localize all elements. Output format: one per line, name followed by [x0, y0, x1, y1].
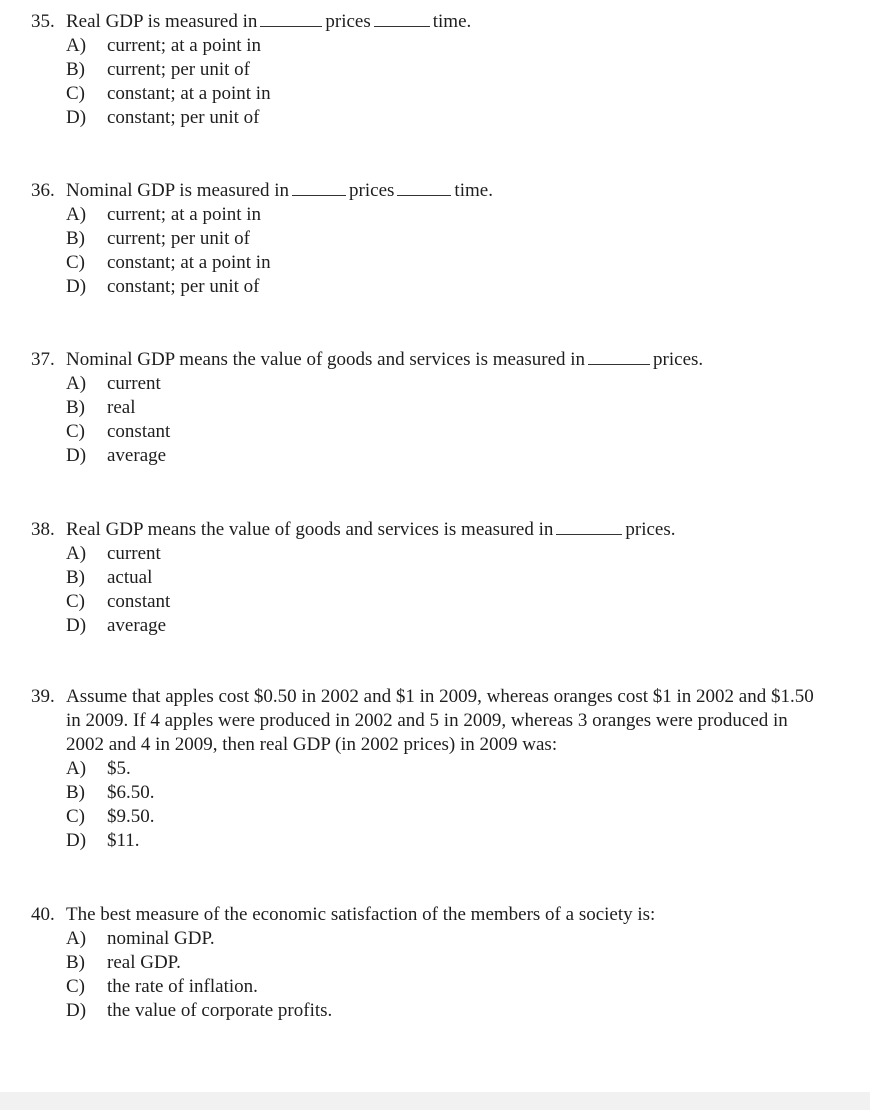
option-text: actual	[107, 567, 153, 588]
option-text: nominal GDP.	[107, 928, 215, 949]
stem-part: time.	[454, 180, 493, 201]
option-letter: D)	[66, 830, 87, 851]
option-text: average	[107, 615, 167, 636]
answer-blank	[292, 177, 346, 196]
option-a	[31, 542, 821, 566]
option-text: average	[107, 445, 167, 466]
question-stem	[31, 8, 821, 34]
option-letter: B)	[66, 397, 85, 418]
option-letter: C)	[66, 83, 85, 104]
option-text: constant; at a point in	[107, 83, 271, 104]
option-letter: B)	[66, 952, 85, 973]
answer-blank	[374, 8, 430, 27]
option-a	[31, 203, 821, 227]
question-35	[31, 8, 821, 130]
option-text: $6.50.	[107, 782, 155, 803]
options-list	[31, 34, 821, 130]
page-bottom-edge	[0, 1092, 870, 1110]
option-text: constant	[107, 421, 171, 442]
option-c	[31, 975, 821, 999]
question-stem	[31, 516, 821, 542]
answer-blank	[397, 177, 451, 196]
options-list	[31, 203, 821, 299]
option-text: constant; per unit of	[107, 107, 260, 128]
option-d	[31, 275, 821, 299]
option-text: current; per unit of	[107, 59, 250, 80]
option-b	[31, 566, 821, 590]
option-letter: C)	[66, 421, 85, 442]
stem-part: time.	[432, 11, 472, 32]
option-text: current	[107, 373, 161, 394]
option-letter: C)	[66, 806, 85, 827]
option-letter: A)	[66, 543, 87, 564]
question-number: 39.	[31, 686, 55, 707]
option-text: current	[107, 543, 161, 564]
option-letter: C)	[66, 252, 85, 273]
question-number: 36.	[31, 180, 55, 201]
option-a	[31, 927, 821, 951]
answer-blank	[260, 8, 322, 27]
option-letter: B)	[66, 567, 85, 588]
option-letter: B)	[66, 782, 85, 803]
option-letter: A)	[66, 373, 87, 394]
option-a	[31, 757, 821, 781]
option-text: current; per unit of	[107, 228, 250, 249]
option-letter: D)	[66, 445, 87, 466]
option-a	[31, 34, 821, 58]
option-letter: A)	[66, 35, 87, 56]
option-letter: B)	[66, 59, 85, 80]
question-number: 38.	[31, 519, 55, 540]
options-list	[31, 927, 821, 1023]
option-text: constant	[107, 591, 171, 612]
options-list	[31, 372, 821, 468]
option-letter: D)	[66, 1000, 87, 1021]
question-number: 40.	[31, 904, 55, 925]
option-letter: D)	[66, 107, 87, 128]
option-c	[31, 805, 821, 829]
stem-part: Real GDP means the value of goods and services is measured in	[66, 519, 554, 540]
option-b	[31, 58, 821, 82]
option-c	[31, 590, 821, 614]
question-text	[66, 177, 821, 203]
question-39	[31, 685, 821, 853]
question-stem	[31, 685, 821, 757]
option-c	[31, 420, 821, 444]
option-letter: B)	[66, 228, 85, 249]
option-text: constant; at a point in	[107, 252, 271, 273]
option-letter: C)	[66, 591, 85, 612]
question-38	[31, 516, 821, 638]
option-b	[31, 396, 821, 420]
question-text: The best measure of the economic satisfaction of the members of a society is:	[66, 904, 656, 925]
question-number: 37.	[31, 349, 55, 370]
options-list	[31, 542, 821, 638]
question-stem	[31, 346, 821, 372]
question-number: 35.	[31, 11, 55, 32]
question-stem	[31, 903, 821, 927]
option-letter: D)	[66, 615, 87, 636]
option-text: $5.	[107, 758, 131, 779]
question-text	[66, 516, 821, 542]
option-text: $9.50.	[107, 806, 155, 827]
stem-part: Nominal GDP means the value of goods and services is measured in	[66, 349, 586, 370]
option-text: constant; per unit of	[107, 276, 260, 297]
stem-part: Real GDP is measured in	[66, 11, 258, 32]
question-40	[31, 903, 821, 1023]
stem-part: Nominal GDP is measured in	[66, 180, 290, 201]
option-d	[31, 106, 821, 130]
question-37	[31, 346, 821, 468]
option-text: real GDP.	[107, 952, 181, 973]
question-text: Assume that apples cost $0.50 in 2002 and $1 in 2009, whereas oranges cost $1 in 2002 and $1.50 in 2009. If 4 apples were produced in 2002 and 5 in 2009, whereas 3 oranges were produced in 2002 and 4 in 2009, then real GDP (in 2002 prices) in 2009 was:	[66, 686, 814, 755]
stem-part: prices	[349, 180, 395, 201]
option-text: the value of corporate profits.	[107, 1000, 333, 1021]
option-d	[31, 444, 821, 468]
answer-blank	[556, 516, 622, 535]
option-b	[31, 951, 821, 975]
option-letter: A)	[66, 204, 87, 225]
stem-part: prices.	[625, 519, 676, 540]
option-text: current; at a point in	[107, 35, 262, 56]
question-text	[66, 8, 821, 34]
option-c	[31, 82, 821, 106]
answer-blank	[588, 346, 650, 365]
option-d	[31, 829, 821, 853]
question-text	[66, 346, 821, 372]
stem-part: prices	[325, 11, 371, 32]
option-text: $11.	[107, 830, 140, 851]
question-36	[31, 177, 821, 299]
option-c	[31, 251, 821, 275]
option-text: current; at a point in	[107, 204, 262, 225]
option-d	[31, 999, 821, 1023]
option-letter: A)	[66, 928, 87, 949]
option-b	[31, 227, 821, 251]
option-a	[31, 372, 821, 396]
option-letter: C)	[66, 976, 85, 997]
stem-part: prices.	[653, 349, 704, 370]
option-letter: D)	[66, 276, 87, 297]
options-list	[31, 757, 821, 853]
option-d	[31, 614, 821, 638]
question-stem	[31, 177, 821, 203]
option-text: real	[107, 397, 136, 418]
option-b	[31, 781, 821, 805]
option-letter: A)	[66, 758, 87, 779]
option-text: the rate of inflation.	[107, 976, 258, 997]
